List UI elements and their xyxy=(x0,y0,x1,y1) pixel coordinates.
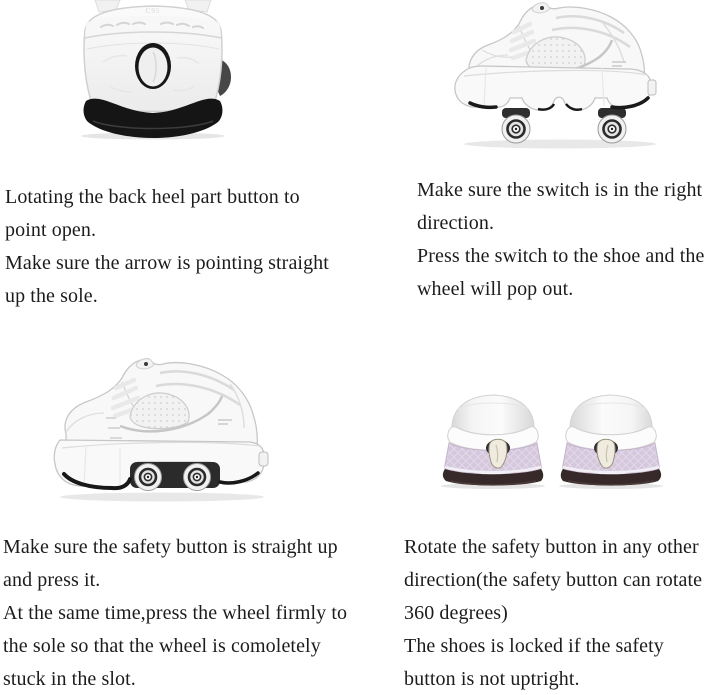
instruction-line: and press it. xyxy=(3,569,101,591)
instruction-bottom-left xyxy=(3,531,347,695)
right-heel-safety-button xyxy=(561,395,661,486)
front-wheel xyxy=(135,464,162,491)
shadow xyxy=(60,493,264,502)
tongue-logo xyxy=(144,362,148,366)
rear-wheel xyxy=(598,115,626,143)
instruction-line: the sole so that the wheel is comoletely xyxy=(3,635,321,657)
instruction-line: point open. xyxy=(5,219,97,241)
shoe-wheels-in-graphic xyxy=(50,358,270,503)
instruction-line: Rotate the safety button in any other xyxy=(404,536,699,558)
instruction-line: stuck in the slot. xyxy=(3,668,136,690)
instruction-line: direction(the safety button can rotate xyxy=(404,569,703,591)
left-heel-safety-button xyxy=(443,395,543,486)
embossed-mark: C95 xyxy=(145,7,161,15)
figure-shoe-wheels-deployed xyxy=(452,0,657,150)
instruction-line: up the sole. xyxy=(5,285,98,307)
rear-wheel xyxy=(184,464,211,491)
instruction-line: wheel will pop out. xyxy=(417,278,574,300)
front-wheel xyxy=(502,115,530,143)
shoe-wheels-out-graphic xyxy=(452,0,657,150)
instruction-line: At the same time,press the wheel firmly to xyxy=(3,602,348,624)
instruction-top-right xyxy=(417,174,704,306)
heel-switch-tab xyxy=(259,452,268,466)
figure-heel-button-closeup xyxy=(73,0,233,140)
instruction-line: Make sure the arrow is pointing straight xyxy=(5,252,329,274)
figure-shoe-wheels-pressed xyxy=(50,358,270,503)
instruction-line: Make sure the switch is in the right xyxy=(417,179,703,201)
instruction-line: Press the switch to the shoe and the xyxy=(417,245,705,267)
instruction-line: button is not uptright. xyxy=(404,668,580,690)
instruction-line: 360 degrees) xyxy=(404,602,508,624)
heel-button-graphic xyxy=(73,0,233,140)
instruction-bottom-right xyxy=(404,531,702,695)
instruction-line: direction. xyxy=(417,212,495,234)
instruction-top-left xyxy=(5,181,329,313)
instruction-line: The shoes is locked if the safety xyxy=(404,635,664,657)
tongue-logo xyxy=(540,6,544,10)
figure-heel-pair xyxy=(438,393,668,490)
instruction-line: Lotating the back heel part button to xyxy=(5,186,300,208)
heel-pair-graphic xyxy=(438,393,668,490)
instruction-line: Make sure the safety button is straight up xyxy=(3,536,338,558)
heel-switch-tab xyxy=(648,80,656,95)
shadow xyxy=(464,140,656,149)
